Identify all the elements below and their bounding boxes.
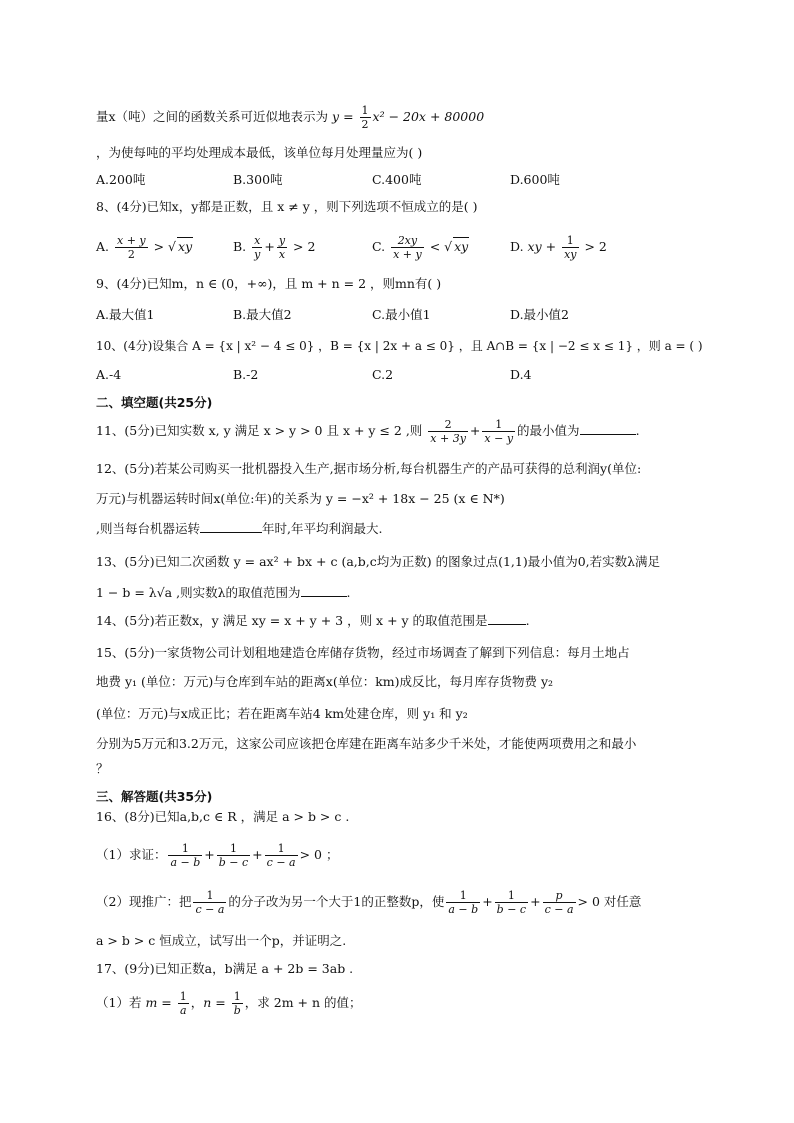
q9-option-a: A.最大值1 — [96, 307, 155, 322]
q12-line-1: 12、(5分)若某公司购买一批机器投入生产,据市场分析,每台机器生产的产品可获得的总利润y(单位: — [96, 461, 642, 476]
q15-line-5: ？ — [96, 761, 109, 776]
q7-option-c: C.400吨 — [372, 172, 422, 187]
q10-option-c: C.2 — [372, 367, 394, 382]
q16-part-2: （2）现推广：把 $\frac{1}{c - a}$ 的分子改为另一个大于1的正整数p，使 $\frac{1}{a - b}$ + $\frac{1}{b - c}$ + $\frac{p}{c - a}$ > 0 对任意 — [96, 889, 642, 916]
q7-option-d: D.600吨 — [510, 172, 560, 187]
q13-line-1: 13、(5分)已知二次函数 y = ax² + bx + c (a,b,c均为正数) 的图象过点(1,1)最小值为0,若实数λ满足 — [96, 554, 661, 569]
q9-option-c: C.最小值1 — [372, 307, 431, 322]
q14-answer-blank[interactable] — [488, 612, 526, 625]
section-fill-blank-heading: 二、填空题(共25分) — [96, 395, 213, 410]
q11-answer-blank[interactable] — [580, 422, 636, 435]
q15-line-1: 15、(5分)一家货物公司计划租地建造仓库储存货物，经过市场调查了解到下列信息：每月土地占 — [96, 645, 630, 660]
q17-part-1: （1）若 m = $\frac{1}{a}$ ，n = $\frac{1}{b}$ ，求 2m + n 的值； — [96, 990, 362, 1017]
q15-line-3: (单位：万元)与x成正比；若在距离车站4 km处建仓库，则 y₁ 和 y₂ — [96, 706, 468, 721]
q10-question: 10、(4分)设集合 A = {x | x² − 4 ≤ 0} ，B = {x | 2x + a ≤ 0} ，且 A∩B = {x | −2 ≤ x ≤ 1} ，则 a = ( ) — [96, 339, 703, 353]
q8-option-c: C. $\frac{2xy}{x + y}$ < √ xy — [372, 234, 469, 261]
q9-option-b: B.最大值2 — [233, 307, 292, 322]
q16-question: 16、(8分)已知a,b,c ∈ R ，满足 a > b > c . — [96, 809, 350, 824]
q13-answer-blank[interactable] — [301, 584, 347, 597]
q7-half-fraction: $\frac{1}{2}$ — [361, 104, 369, 131]
q8-option-d: D. xy + $\frac{1}{xy}$ > 2 — [510, 234, 607, 261]
q12-line-3: ,则当每台机器运转 年时,年平均利润最大. — [96, 521, 383, 536]
q13-line-2: 1 − b = λ√a ,则实数λ的取值范围为 . — [96, 585, 351, 600]
q12-answer-blank[interactable] — [200, 520, 262, 533]
q7-formula-rest: x² − 20x + 80000 — [372, 109, 485, 124]
q14-question: 14、(5分)若正数x，y 满足 xy = x + y + 3 ，则 x + y 的取值范围是 . — [96, 613, 530, 628]
q17-question: 17、(9分)已知正数a，b满足 a + 2b = 3ab . — [96, 961, 354, 976]
q11-question: 11、(5分)已知实数 x, y 满足 x > y > 0 且 x + y ≤ 2 ,则 $\frac{2}{x + 3y}$ + $\frac{1}{x - y}$ 的最小值为 . — [96, 418, 640, 445]
q15-line-4: 分别为5万元和3.2万元，这家公司应该把仓库建在距离车站多少千米处，才能使两项费用之和最小 — [96, 736, 637, 751]
q9-option-d: D.最小值2 — [510, 307, 570, 322]
q8-option-b: B. $\frac{x}{y}$ + $\frac{y}{x}$ > 2 — [233, 234, 316, 261]
q7-continuation — [96, 104, 734, 131]
q7-formula-y: y = — [332, 109, 358, 124]
q15-line-2: 地费 y₁ (单位：万元)与仓库到车站的距离x(单位：km)成反比，每月库存货物费 y₂ — [96, 674, 554, 689]
q7-text: 量x（吨）之间的函数关系可近似地表示为 — [96, 109, 329, 124]
q16-part-2-cont: a > b > c 恒成立，试写出一个p，并证明之. — [96, 933, 347, 948]
q7-option-b: B.300吨 — [233, 172, 283, 187]
q10-option-b: B.-2 — [233, 367, 259, 382]
q9-question: 9、(4分)已知m，n ∈ (0，+∞)，且 m + n = 2 ，则mn有( ) — [96, 276, 442, 291]
q7-option-a: A.200吨 — [96, 172, 146, 187]
q12-line-2: 万元)与机器运转时间x(单位:年)的关系为 y = −x² + 18x − 25 (x ∈ N*) — [96, 491, 505, 506]
q16-part-1: （1）求证： $\frac{1}{a - b}$ + $\frac{1}{b - c}$ + $\frac{1}{c - a}$ > 0 ； — [96, 842, 339, 869]
q10-option-d: D.4 — [510, 367, 532, 382]
section-solution-heading: 三、解答题(共35分) — [96, 789, 213, 804]
q7-question: ，为使每吨的平均处理成本最低，该单位每月处理量应为( ) — [96, 145, 423, 160]
q8-question: 8、(4分)已知x，y都是正数，且 x ≠ y ，则下列选项不恒成立的是( ) — [96, 199, 478, 214]
q10-option-a: A.-4 — [96, 367, 122, 382]
q8-option-a: A. $\frac{x + y}{2}$ > √ xy — [96, 234, 193, 261]
